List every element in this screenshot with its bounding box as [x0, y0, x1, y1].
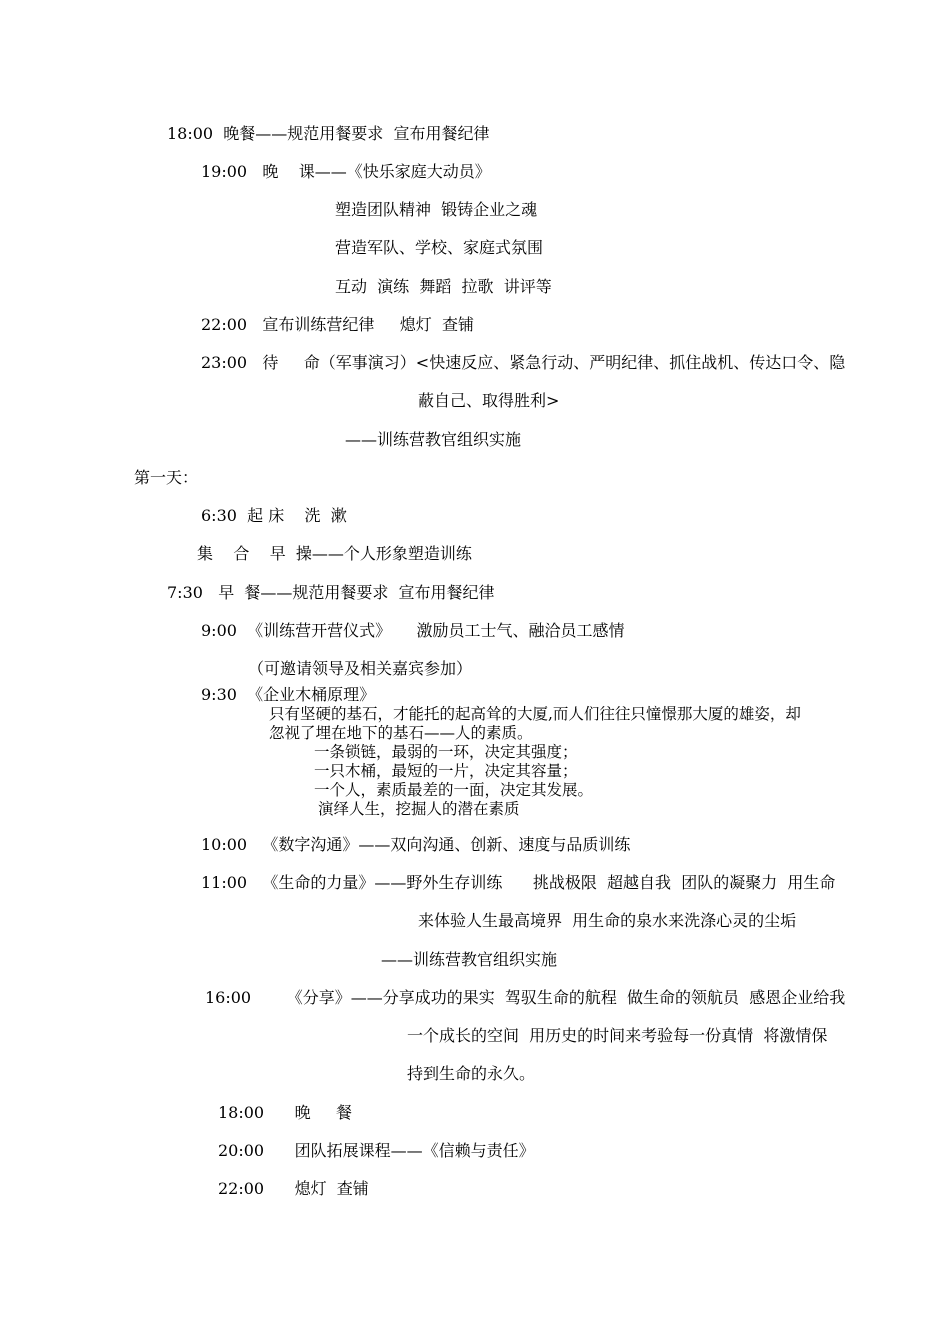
- final-lights-out-line: 22:00 熄灯 查铺: [218, 1179, 369, 1198]
- standby-line-cont: 蔽自己、取得胜利>: [418, 391, 560, 410]
- sharing-cont-2: 持到生命的永久。: [407, 1064, 536, 1083]
- breakfast-line: 7:30 早 餐——规范用餐要求 宣布用餐纪律: [167, 583, 495, 602]
- sharing-cont-1: 一个成长的空间 用历史的时间来考验每一份真情 将激情保: [407, 1026, 828, 1045]
- morning-exercise-line: 集 合 早 操——个人形象塑造训练: [197, 544, 472, 563]
- barrel-text-3: 一条锁链，最弱的一环，决定其强度；: [314, 743, 578, 761]
- instructor-note: ——训练营教官组织实施: [345, 430, 522, 449]
- evening-class-item-3: 互动 演练 舞蹈 拉歌 讲评等: [335, 277, 552, 296]
- instructor-note-2: ——训练营教官组织实施: [381, 950, 558, 969]
- standby-line: 23:00 待 命（军事演习）<快速反应、紧急行动、严明纪律、抓住战机、传达口令、隐: [201, 353, 846, 372]
- lights-out-line: 22:00 宣布训练营纪律 熄灯 查铺: [201, 315, 474, 334]
- day-one-heading: 第一天：: [134, 468, 199, 487]
- barrel-text-5: 一个人，素质最差的一面，决定其发展。: [314, 781, 594, 799]
- evening-class-line: 19:00 晚 课——《快乐家庭大动员》: [201, 162, 491, 181]
- barrel-text-1: 只有坚硬的基石，才能托的起高耸的大厦,而人们往往只憧憬那大厦的雄姿，却: [269, 705, 801, 723]
- evening-class-item-1: 塑造团队精神 锻铸企业之魂: [335, 200, 538, 219]
- barrel-principle-line: 9:30 《企业木桶原理》: [201, 685, 376, 704]
- sharing-line: 16:00 《分享》——分享成功的果实 驾驭生命的航程 做生命的领航员 感恩企业给我: [205, 988, 846, 1007]
- barrel-text-6: 演绎人生，挖掘人的潜在素质: [318, 800, 520, 818]
- opening-ceremony-line: 9:00 《训练营开营仪式》 激励员工士气、融洽员工感情: [201, 621, 625, 640]
- wake-up-line: 6:30 起 床 洗 漱: [201, 506, 347, 525]
- barrel-text-4: 一只木桶，最短的一片，决定其容量；: [314, 762, 578, 780]
- barrel-text-2: 忽视了埋在地下的基石——人的素质。: [269, 724, 533, 742]
- evening-dinner-line: 18:00 晚餐——规范用餐要求 宣布用餐纪律: [167, 124, 490, 143]
- power-of-life-line: 11:00 《生命的力量》——野外生存训练 挑战极限 超越自我 团队的凝聚力 用生命: [201, 873, 836, 892]
- digital-communication-line: 10:00 《数字沟通》——双向沟通、创新、速度与品质训练: [201, 835, 631, 854]
- power-of-life-cont: 来体验人生最高境界 用生命的泉水来洗涤心灵的尘垢: [418, 911, 797, 930]
- dinner-line: 18:00 晚 餐: [218, 1103, 353, 1122]
- team-course-line: 20:00 团队拓展课程——《信赖与责任》: [218, 1141, 535, 1160]
- evening-class-item-2: 营造军队、学校、家庭式氛围: [335, 238, 544, 257]
- opening-ceremony-note: （可邀请领导及相关嘉宾参加）: [248, 659, 473, 678]
